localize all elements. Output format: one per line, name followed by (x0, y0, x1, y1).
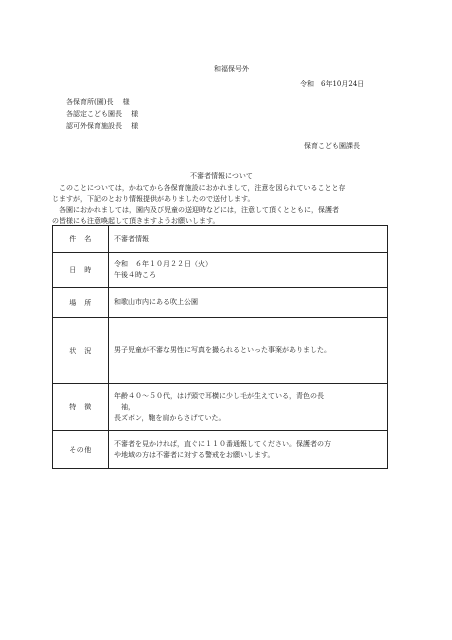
row-value (109, 384, 388, 431)
table-row-location (53, 288, 388, 318)
table-row-other (53, 431, 388, 469)
value-line: 午後４時ころ (114, 271, 156, 279)
incident-info-table (52, 225, 388, 469)
addressee-certified-centers: 各認定こども園長 様 (66, 110, 139, 118)
value-line: 令和 ６年１０月２２日（火） (114, 260, 212, 268)
row-label: 件 名 (53, 226, 109, 253)
value-line: 和歌山市内にある吹上公園 (114, 298, 198, 306)
row-label: 状 況 (53, 318, 109, 384)
addressee-nursery-heads: 各保育所(園)長 様 (66, 98, 130, 106)
row-label: 特 徴 (53, 384, 109, 431)
body-paragraph-1-line-1: このことについては，かねてから各保育施設におかれまして，注意を図られていることと存 (59, 184, 346, 192)
reference-number: 和福保号外 (214, 65, 249, 73)
row-label: 日 時 (53, 253, 109, 288)
row-value (109, 253, 388, 288)
body-paragraph-1-line-2: じますが，下記のとおり情報提供がありましたので送付します。 (52, 195, 255, 203)
value-line: や地域の方は不審者に対する警戒をお願いします。 (114, 450, 275, 459)
row-value (109, 226, 388, 253)
value-line: 不審者情報 (114, 234, 149, 243)
body-paragraph-2-line-1: 各園におかれましては，園内及び児童の送迎時などには，注意して頂くとともに，保護者 (59, 206, 339, 214)
value-line: 不審者を見かければ，直ぐに１１０番通報してください。保護者の方 (114, 439, 331, 448)
body-paragraph-2-line-2: の皆様にも注意喚起して頂きますようお願いします。 (52, 217, 220, 225)
row-label: その他 (53, 431, 109, 469)
table-row-situation (53, 318, 388, 384)
row-value (109, 288, 388, 318)
value-line: 男子児童が不審な男性に写真を撮られるといった事案がありました。 (114, 346, 331, 354)
table-row-datetime (53, 253, 388, 288)
subject-title: 不審者情報について (190, 172, 253, 180)
row-value (109, 431, 388, 469)
issuer: 保育こども園課長 (304, 142, 360, 150)
addressee-unlicensed-facilities: 認可外保育施設長 様 (66, 122, 139, 130)
value-line: 年齢４０～５０代，はげ頭で耳横に少し毛が生えている，青色の長 (114, 391, 324, 400)
row-value (109, 318, 388, 384)
row-label: 場 所 (53, 288, 109, 318)
table-row-subject (53, 226, 388, 253)
value-line: 袖， (114, 402, 135, 411)
document-date: 令和 6年10月24日 (300, 80, 365, 88)
table-row-features (53, 384, 388, 431)
value-line: 長ズボン，鞄を肩からさげていた。 (114, 413, 226, 422)
